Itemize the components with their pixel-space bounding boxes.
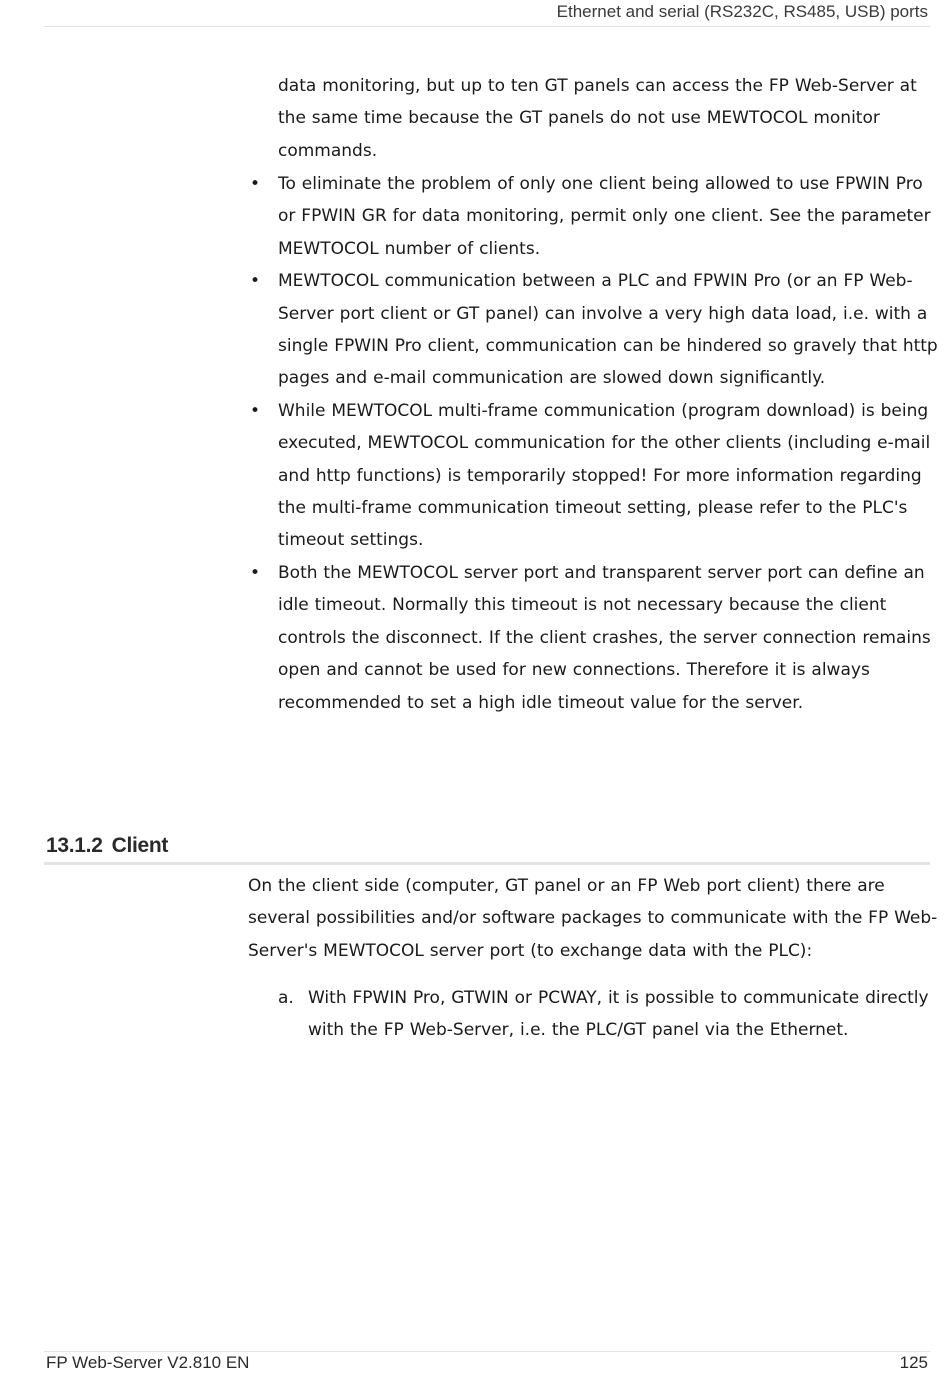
bullet-text: MEWTOCOL communication between a PLC and FPWIN Pro (or an FP Web-Server port client or GT panel) can involve a very high data load, i.e. with a single FPWIN Pro client, communication can be hindered so gravely that http pages and e-mail communication are slowed down significantly. [278, 271, 938, 389]
bullet-item [248, 168, 938, 265]
list-item-text: With FPWIN Pro, GTWIN or PCWAY, it is possible to communicate directly with the FP Web-Server, i.e. the PLC/GT panel via the Ethernet. [308, 988, 929, 1041]
section-number: 13.1.2 [46, 834, 103, 857]
list-item [278, 982, 938, 1047]
bullet-item [248, 557, 938, 719]
bullet-text: To eliminate the problem of only one client being allowed to use FPWIN Pro or FPWIN GR for data monitoring, permit only one client. See the parameter MEWTOCOL number of clients. [278, 174, 931, 259]
bullet-item [248, 265, 938, 395]
header-divider [44, 26, 930, 27]
bullet-item [248, 395, 938, 557]
bullet-text: Both the MEWTOCOL server port and transparent server port can define an idle timeout. Normally this timeout is not necessary because the client controls the disconnect. If the client crashes, the server connection remains open and cannot be used for new connections. Therefore it is always recommended to set a high idle timeout value for the server. [278, 562, 931, 713]
running-header: Ethernet and serial (RS232C, RS485, USB) ports [556, 2, 928, 21]
section-title: Client [111, 834, 169, 857]
footer-divider [44, 1351, 930, 1352]
bullet-text: While MEWTOCOL multi-frame communication (program download) is being executed, MEWTOCOL communication for the other clients (including e-mail and http functions) is temporarily stopped! For more information regarding the multi-frame communication timeout setting, please refer to the PLC's timeout settings. [278, 400, 931, 551]
footer-document-title: FP Web-Server V2.810 EN [46, 1353, 250, 1372]
client-options-list [278, 982, 938, 1047]
bullet-icon: • [249, 400, 261, 421]
bullet-icon: • [249, 562, 261, 583]
bullet-icon: • [249, 271, 261, 292]
list-marker: a. [278, 988, 294, 1008]
section-heading [46, 834, 168, 858]
note-bullet-list [248, 168, 938, 719]
page-number: 125 [899, 1353, 928, 1372]
continued-paragraph: data monitoring, but up to ten GT panels can access the FP Web-Server at the same time because the GT panels do not use MEWTOCOL monitor commands. [278, 76, 917, 161]
section-intro-paragraph: On the client side (computer, GT panel or an FP Web port client) there are several possibilities and/or software packages to communicate with the FP Web-Server's MEWTOCOL server port (to exchange data with the PLC): [248, 876, 938, 961]
section-divider [44, 862, 930, 865]
bullet-icon: • [249, 174, 261, 194]
